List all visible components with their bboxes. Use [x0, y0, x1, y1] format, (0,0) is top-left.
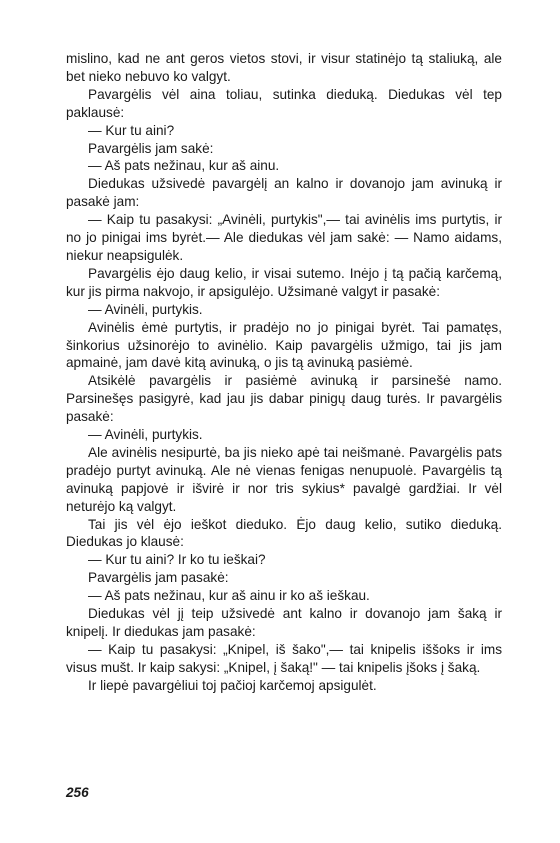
paragraph: Ir liepė pavargėliui toj pačioj karčemoj apsigulėt. — [88, 677, 377, 693]
paragraph: mislino, kad ne ant geros vietos stovi, ir visur statinėjo tą staliuką, ale bet nieko nebuvo ko valgyt. — [66, 51, 502, 84]
paragraph: Pavargėlis jam pasakė: — [88, 570, 229, 586]
paragraph: Diedukas vėl jį teip užsivedė ant kalno ir dovanojo jam šaką ir knipelį. Ir diedukas jam pasakė: — [66, 606, 502, 639]
page-body — [66, 50, 502, 695]
paragraph: — Kaip tu pasakysi: „Knipel, iš šako",— tai knipelis iššoks ir ims visus mušt. Ir kaip sakysi: „Knipel, į šaką!" — tai knipelis įšoks į šaką. — [66, 641, 502, 675]
paragraph: — Avinėli, purtykis. — [88, 301, 203, 317]
paragraph: Atsikėlė pavargėlis ir pasiėmė avinuką ir parsinešė namo. Parsinešęs pasigyrė, kad jau jis dabar pinigų daug turės. Ir pavargėlis pasakė: — [66, 373, 502, 425]
paragraph: Diedukas užsivedė pavargėlį an kalno ir dovanojo jam avinuką ir pasakė jam: — [66, 176, 502, 210]
paragraph: Ale avinėlis nesipurtė, ba jis nieko apė tai neišmanė. Pavargėlis pats pradėjo purtyt avinuką. Ale nė vienas fenigas nenupuolė. Pavargėlis tą avinuką papjovė ir išvirė ir nor tris sykius* pavalgė gardžiai. Ir vėl neturėjo ką valgyt. — [66, 444, 502, 514]
paragraph: — Kur tu aini? — [88, 122, 175, 138]
page-number: 256 — [66, 785, 89, 800]
paragraph: Pavargėlis jam sakė: — [88, 140, 214, 156]
paragraph: — Aš pats nežinau, kur aš ainu ir ko aš ieškau. — [88, 588, 370, 604]
paragraph: Tai jis vėl ėjo ieškot dieduko. Ėjo daug kelio, sutiko dieduką. Diedukas jo klausė: — [66, 516, 502, 550]
paragraph: — Aš pats nežinau, kur aš ainu. — [88, 158, 280, 174]
paragraph: Pavargėlis vėl aina toliau, sutinka dieduką. Diedukas vėl tep paklausė: — [66, 86, 502, 120]
paragraph: Avinėlis ėmė purtytis, ir pradėjo no jo pinigai byrėt. Tai pamatęs, šinkorius užsinorėjo to avinėlio. Kaip pavargėlis užmigo, tai jis jam apmainė, jam davė kitą avinuką, o jis tą avinuką pasiėmė. — [66, 319, 502, 371]
paragraph: — Avinėli, purtykis. — [88, 427, 203, 443]
paragraph: Pavargėlis ėjo daug kelio, ir visai sutemo. Inėjo į tą pačią karčemą, kur jis pirma nakvojo, ir apsigulėjo. Užsimanė valgyt ir pasakė: — [66, 265, 502, 299]
paragraph: — Kur tu aini? Ir ko tu ieškai? — [88, 552, 266, 568]
paragraph: — Kaip tu pasakysi: „Avinėli, purtykis",— tai avinėlis ims purtytis, ir no jo pinigai ims byrėt.— Ale diedukas vėl jam sakė: — Namo aidams, niekur neapsigulėk. — [66, 212, 502, 263]
